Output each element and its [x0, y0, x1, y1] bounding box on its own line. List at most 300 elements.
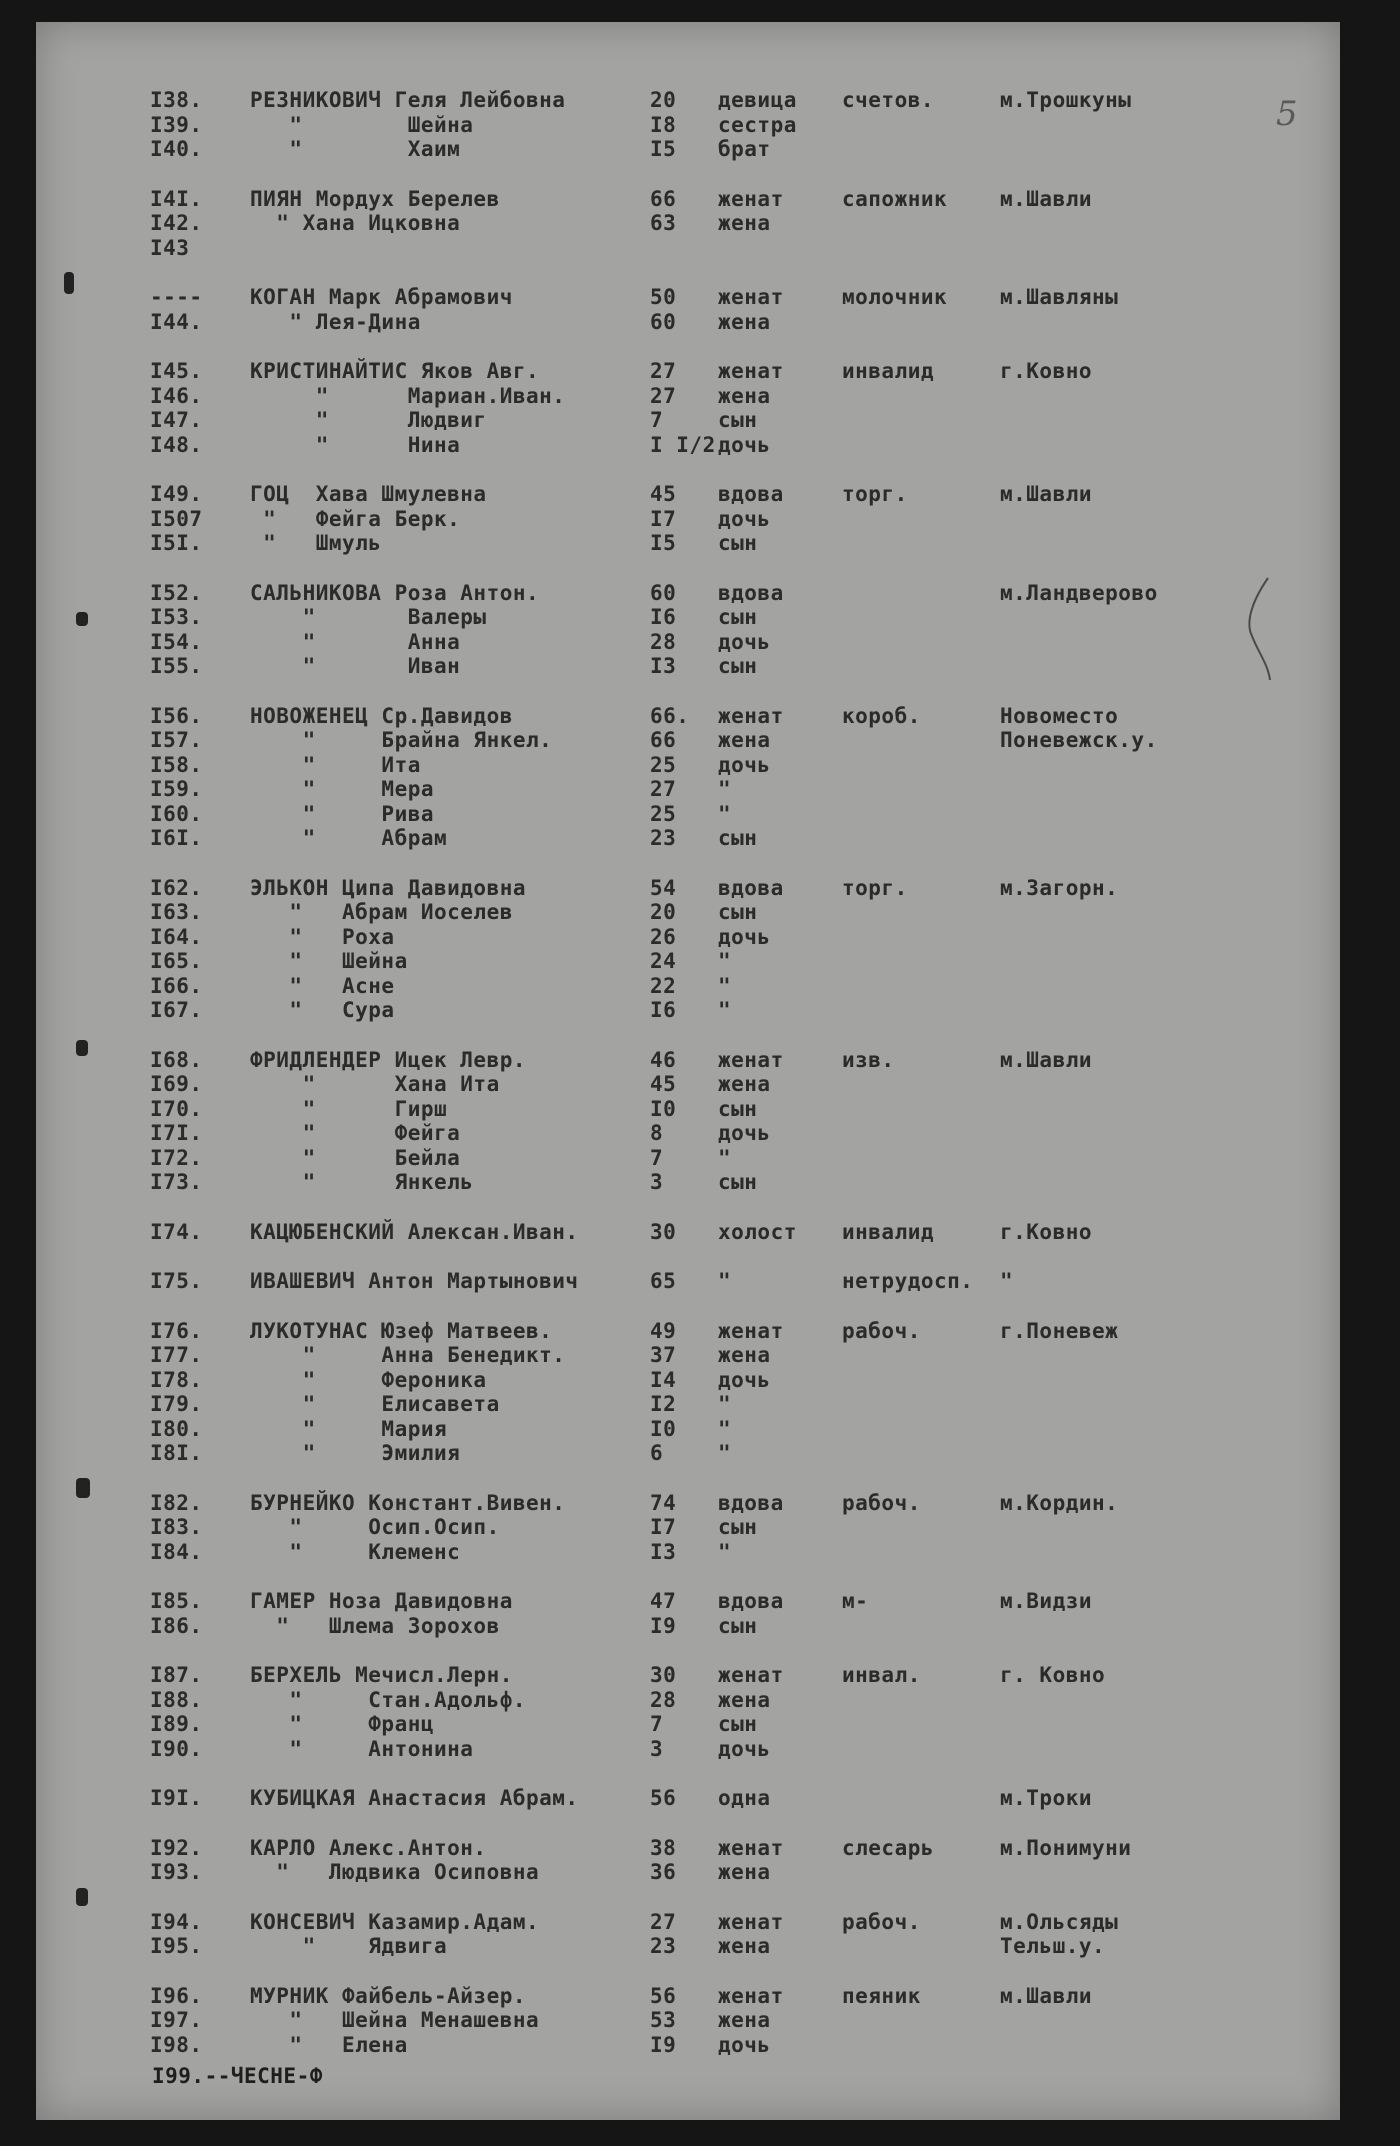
cell-name: " Франц [250, 1712, 435, 1736]
cell-number: I507 [150, 506, 203, 531]
family-group [150, 1984, 1220, 2058]
cell-relation: " [718, 777, 732, 801]
cell-age: 47 [650, 1589, 677, 1613]
cell-number: I69. [150, 1072, 203, 1096]
cell-occupation: сапожник [842, 186, 948, 211]
cell-name: " Шейна Менашевна [250, 2008, 540, 2032]
punch-hole-mark [76, 1040, 88, 1056]
cell-relation: " [718, 1269, 732, 1293]
cell-number: I62. [150, 875, 203, 900]
cell-relation: жена [718, 1687, 771, 1712]
cell-relation: сын [718, 654, 758, 678]
cell-age: 65 [650, 1269, 677, 1293]
cell-age: 56 [650, 1786, 677, 1810]
table-row [150, 113, 1220, 138]
table-row [150, 1737, 1220, 1762]
table-row [150, 285, 1220, 310]
cell-age: I7 [650, 1515, 677, 1539]
table-row [150, 728, 1220, 753]
cell-age: 8 [650, 1121, 664, 1145]
cell-number: I76. [150, 1318, 203, 1343]
cell-age: I2 [650, 1392, 677, 1416]
family-group [150, 1491, 1220, 1565]
cell-number: I89. [150, 1712, 203, 1736]
cell-age: 25 [650, 752, 677, 777]
cell-number: I59. [150, 777, 203, 801]
table-row [150, 900, 1220, 925]
table-row [150, 359, 1220, 384]
cell-number: I86. [150, 1613, 203, 1638]
cell-age: 27 [650, 1909, 677, 1934]
table-row [150, 1368, 1220, 1393]
cell-number: I96. [150, 1983, 203, 2008]
cell-number: I48. [150, 432, 203, 457]
cell-number: I46. [150, 383, 203, 408]
cell-relation: дочь [718, 432, 771, 457]
cell-number: I77. [150, 1343, 203, 1367]
cell-age: 54 [650, 875, 677, 900]
table-row [150, 925, 1220, 950]
cell-place: м.Ольсяды [1000, 1909, 1119, 1934]
family-group [150, 1048, 1220, 1195]
cell-place: г.Поневеж [1000, 1318, 1119, 1343]
cell-relation: " [718, 998, 732, 1022]
table-row [150, 826, 1220, 851]
cell-relation: холост [718, 1219, 797, 1244]
table-row [150, 408, 1220, 433]
cell-relation: дочь [718, 1736, 771, 1761]
cell-number: I54. [150, 629, 203, 654]
cell-name: " Хаим [250, 137, 461, 161]
cell-number: I88. [150, 1687, 203, 1712]
cell-name: " Фейга Берк. [250, 506, 461, 531]
cell-relation: дочь [718, 506, 771, 531]
cell-age: I5 [650, 531, 677, 555]
cell-relation: " [718, 949, 732, 973]
cell-name: " Мариан.Иван. [250, 383, 566, 408]
cell-age: I5 [650, 137, 677, 161]
cell-name: " Хана Ита [250, 1072, 500, 1096]
table-row [150, 949, 1220, 974]
cell-name: " Абрам [250, 826, 448, 850]
table-row [150, 1072, 1220, 1097]
cell-place: м.Кордин. [1000, 1490, 1119, 1515]
cell-place: м.Видзи [1000, 1589, 1093, 1613]
cell-age: 66. [650, 703, 690, 728]
cell-number: I73. [150, 1170, 203, 1194]
cell-place: г. Ковно [1000, 1663, 1106, 1687]
table-row [150, 187, 1220, 212]
footer-line: I99.--ЧЕСНЕ-Ф [152, 2064, 323, 2088]
cell-occupation: изв. [842, 1047, 895, 1072]
punch-hole-mark [76, 1478, 90, 1498]
table-row [150, 998, 1220, 1023]
cell-age: 30 [650, 1219, 677, 1244]
cell-age: 24 [650, 949, 677, 973]
cell-relation: " [718, 1145, 732, 1170]
cell-relation: женат [718, 1318, 784, 1343]
cell-name: " Шлема Зорохов [250, 1613, 500, 1638]
cell-name: " Людвиг [250, 408, 487, 432]
cell-name: " Анна [250, 629, 461, 654]
cell-name: " Роха [250, 924, 395, 949]
cell-number: I66. [150, 973, 203, 998]
cell-place: Новоместо [1000, 703, 1119, 728]
cell-relation: жена [718, 1860, 771, 1884]
cell-occupation: рабоч. [842, 1490, 921, 1515]
cell-number: I49. [150, 482, 203, 506]
table-row [150, 1540, 1220, 1565]
cell-number: I57. [150, 728, 203, 752]
cell-number: I42. [150, 211, 203, 235]
cell-place: м.Понимуни [1000, 1835, 1132, 1860]
cell-relation: жена [718, 1934, 771, 1958]
cell-relation: дочь [718, 924, 771, 949]
table-row [150, 1934, 1220, 1959]
cell-number: ---- [150, 285, 203, 309]
cell-age: I6 [650, 998, 677, 1022]
cell-age: 38 [650, 1835, 677, 1860]
table-row [150, 1121, 1220, 1146]
cell-number: I44. [150, 309, 203, 334]
cell-occupation: инвалид [842, 1219, 935, 1244]
table-row [150, 1663, 1220, 1688]
cell-relation: женат [718, 1909, 784, 1934]
family-group [150, 1836, 1220, 1885]
cell-age: 50 [650, 285, 677, 309]
family-group [150, 704, 1220, 851]
cell-name: " Валеры [250, 605, 487, 629]
table-row [150, 802, 1220, 827]
cell-age: 20 [650, 900, 677, 924]
cell-number: I52. [150, 580, 203, 605]
cell-name: " Абрам Иоселев [250, 900, 513, 924]
cell-place: м.Шавли [1000, 1983, 1093, 2008]
cell-occupation: молочник [842, 285, 948, 309]
table-row [150, 1515, 1220, 1540]
cell-occupation: счетов. [842, 88, 935, 112]
cell-place: Поневежск.у. [1000, 728, 1158, 752]
cell-name: " Иван [250, 654, 461, 678]
cell-age: 25 [650, 801, 677, 826]
cell-relation: сын [718, 1170, 758, 1194]
family-group [150, 1319, 1220, 1466]
cell-age: I I/2 [650, 432, 716, 457]
family-group [150, 1220, 1220, 1245]
cell-place: м.Шавляны [1000, 285, 1119, 309]
cell-relation: дочь [718, 1367, 771, 1392]
cell-number: I60. [150, 801, 203, 826]
table-row [150, 236, 1220, 261]
cell-number: I93. [150, 1860, 203, 1884]
cell-name: " Елисавета [250, 1392, 500, 1416]
cell-number: I94. [150, 1909, 203, 1934]
table-row [150, 704, 1220, 729]
cell-relation: сын [718, 605, 758, 629]
cell-place: " [1000, 1269, 1014, 1293]
cell-place: г.Ковно [1000, 1219, 1093, 1244]
table-row [150, 630, 1220, 655]
cell-relation: жена [718, 211, 771, 235]
cell-age: 45 [650, 482, 677, 506]
cell-relation: вдова [718, 1490, 784, 1515]
cell-name: БУРНЕЙКО Констант.Вивен. [250, 1490, 566, 1515]
cell-relation: брат [718, 137, 771, 161]
cell-name: " Ядвига [250, 1934, 448, 1958]
table-row [150, 433, 1220, 458]
cell-name: " Мера [250, 777, 435, 801]
cell-number: I45. [150, 359, 203, 383]
cell-age: 37 [650, 1343, 677, 1367]
table-row [150, 384, 1220, 409]
table-row [150, 1417, 1220, 1442]
cell-age: I6 [650, 605, 677, 629]
cell-name: ЭЛЬКОН Ципа Давидовна [250, 875, 527, 900]
cell-number: I40. [150, 137, 203, 161]
cell-number: I75. [150, 1269, 203, 1293]
cell-relation: вдова [718, 1589, 784, 1613]
cell-name: КОГАН Марк Абрамович [250, 285, 513, 309]
cell-number: I7I. [150, 1121, 203, 1145]
cell-age: I8 [650, 112, 677, 137]
cell-name: " Анна Бенедикт. [250, 1343, 566, 1367]
table-row [150, 581, 1220, 606]
cell-name: " Сура [250, 998, 395, 1022]
cell-occupation: торг. [842, 875, 908, 900]
table-row [150, 1048, 1220, 1073]
cell-age: 27 [650, 383, 677, 408]
cell-number: I85. [150, 1589, 203, 1613]
cell-relation: " [718, 1416, 732, 1441]
cell-number: I55. [150, 654, 203, 678]
cell-relation: сын [718, 1613, 758, 1638]
cell-name: САЛЬНИКОВА Роза Антон. [250, 580, 540, 605]
cell-name: " Елена [250, 2032, 408, 2057]
cell-occupation: торг. [842, 482, 908, 506]
cell-age: 23 [650, 1934, 677, 1958]
cell-relation: одна [718, 1786, 771, 1810]
cell-number: I68. [150, 1047, 203, 1072]
cell-relation: жена [718, 383, 771, 408]
cell-name: ФРИДЛЕНДЕР Ицек Левр. [250, 1047, 527, 1072]
table-row [150, 1319, 1220, 1344]
cell-age: 63 [650, 211, 677, 235]
cell-number: I43 [150, 235, 190, 260]
cell-age: 23 [650, 826, 677, 850]
cell-relation: жена [718, 728, 771, 752]
table-row [150, 1146, 1220, 1171]
cell-relation: " [718, 801, 732, 826]
cell-occupation: короб. [842, 703, 921, 728]
cell-occupation: м- [842, 1589, 869, 1613]
punch-hole-mark [76, 1888, 88, 1906]
cell-name: " Янкель [250, 1170, 474, 1194]
cell-number: I83. [150, 1515, 203, 1539]
table-row [150, 531, 1220, 556]
cell-occupation: пеяник [842, 1983, 921, 2008]
cell-occupation: нетрудосп. [842, 1269, 974, 1293]
cell-name: " Хана Ицковна [250, 211, 461, 235]
cell-name: " Людвика Осиповна [250, 1860, 540, 1884]
person-list [150, 88, 1220, 2082]
cell-age: 27 [650, 777, 677, 801]
cell-number: I64. [150, 924, 203, 949]
cell-age: I9 [650, 2032, 677, 2057]
cell-age: 74 [650, 1490, 677, 1515]
family-group [150, 1786, 1220, 1811]
cell-occupation: инвалид [842, 359, 935, 383]
table-row [150, 777, 1220, 802]
cell-relation: женат [718, 285, 784, 309]
cell-age: I0 [650, 1096, 677, 1121]
cell-number: I70. [150, 1096, 203, 1121]
cell-name: " Фейга [250, 1121, 461, 1145]
cell-number: I87. [150, 1663, 203, 1687]
cell-relation: сын [718, 1515, 758, 1539]
cell-name: " Осип.Осип. [250, 1515, 500, 1539]
cell-name: " Лея-Дина [250, 309, 421, 334]
cell-relation: жена [718, 2008, 771, 2032]
cell-age: 46 [650, 1047, 677, 1072]
cell-name: " Нина [250, 432, 461, 457]
family-group [150, 285, 1220, 334]
cell-relation: жена [718, 1343, 771, 1367]
table-row [150, 1097, 1220, 1122]
cell-number: I9I. [150, 1786, 203, 1810]
cell-relation: жена [718, 309, 771, 334]
table-row [150, 1343, 1220, 1368]
cell-name: " Эмилия [250, 1441, 461, 1465]
cell-name: КУБИЦКАЯ Анастасия Абрам. [250, 1786, 579, 1810]
table-row [150, 654, 1220, 679]
table-row [150, 1910, 1220, 1935]
cell-age: 27 [650, 359, 677, 383]
table-row [150, 753, 1220, 778]
cell-number: I56. [150, 703, 203, 728]
cell-relation: женат [718, 186, 784, 211]
family-group [150, 1910, 1220, 1959]
cell-age: 56 [650, 1983, 677, 2008]
cell-age: 60 [650, 309, 677, 334]
cell-number: I98. [150, 2032, 203, 2057]
cell-relation: женат [718, 359, 784, 383]
cell-relation: сын [718, 1096, 758, 1121]
cell-age: 45 [650, 1072, 677, 1096]
table-row [150, 974, 1220, 999]
table-row [150, 1688, 1220, 1713]
cell-number: I39. [150, 112, 203, 137]
cell-place: м.Трошкуны [1000, 88, 1132, 112]
table-row [150, 1170, 1220, 1195]
table-row [150, 1220, 1220, 1245]
table-row [150, 1836, 1220, 1861]
cell-place: м.Шавли [1000, 482, 1093, 506]
cell-age: 30 [650, 1663, 677, 1687]
cell-number: I79. [150, 1392, 203, 1416]
cell-name: " Шейна [250, 112, 474, 137]
cell-relation: девица [718, 88, 797, 112]
family-group [150, 359, 1220, 457]
cell-number: I72. [150, 1145, 203, 1170]
cell-relation: дочь [718, 752, 771, 777]
cell-age: I3 [650, 1539, 677, 1564]
table-row [150, 1614, 1220, 1639]
table-row [150, 605, 1220, 630]
cell-relation: сын [718, 1712, 758, 1736]
cell-number: I97. [150, 2008, 203, 2032]
table-row [150, 1392, 1220, 1417]
table-row [150, 1860, 1220, 1885]
cell-number: I58. [150, 752, 203, 777]
cell-age: 7 [650, 1712, 664, 1736]
cell-place: м.Загорн. [1000, 875, 1119, 900]
cell-relation: " [718, 1441, 732, 1465]
table-row [150, 507, 1220, 532]
cell-name: " Гирш [250, 1096, 448, 1121]
cell-relation: вдова [718, 580, 784, 605]
cell-name: ИВАШЕВИЧ Антон Мартынович [250, 1269, 579, 1293]
cell-number: I80. [150, 1416, 203, 1441]
margin-bracket-mark [1240, 574, 1280, 684]
cell-relation: женат [718, 1663, 784, 1687]
cell-relation: женат [718, 1983, 784, 2008]
cell-name: " Мария [250, 1416, 448, 1441]
cell-number: I8I. [150, 1441, 203, 1465]
cell-age: I0 [650, 1416, 677, 1441]
cell-relation: " [718, 1539, 732, 1564]
table-row [150, 88, 1220, 113]
cell-name: НОВОЖЕНЕЦ Ср.Давидов [250, 703, 513, 728]
cell-name: " Асне [250, 973, 395, 998]
cell-number: I4I. [150, 186, 203, 211]
cell-number: I53. [150, 605, 203, 629]
table-row [150, 482, 1220, 507]
table-row [150, 137, 1220, 162]
table-row [150, 2033, 1220, 2058]
cell-occupation: рабоч. [842, 1909, 921, 1934]
cell-place: м.Ландверово [1000, 580, 1158, 605]
cell-number: I90. [150, 1736, 203, 1761]
table-row [150, 876, 1220, 901]
cell-age: 28 [650, 629, 677, 654]
cell-relation: сын [718, 900, 758, 924]
cell-occupation: инвал. [842, 1663, 921, 1687]
cell-name: " Стан.Адольф. [250, 1687, 527, 1712]
cell-age: 28 [650, 1687, 677, 1712]
punch-hole-mark [76, 612, 88, 626]
table-row [150, 1589, 1220, 1614]
family-group [150, 1589, 1220, 1638]
cell-occupation: рабоч. [842, 1318, 921, 1343]
cell-number: I6I. [150, 826, 203, 850]
family-group [150, 1269, 1220, 1294]
cell-name: " Шмуль [250, 531, 382, 555]
cell-age: I9 [650, 1613, 677, 1638]
table-row [150, 1269, 1220, 1294]
cell-number: I67. [150, 998, 203, 1022]
table-row [150, 211, 1220, 236]
cell-relation: женат [718, 1047, 784, 1072]
cell-relation: дочь [718, 629, 771, 654]
cell-name: КРИСТИНАЙТИС Яков Авг. [250, 359, 540, 383]
table-row [150, 1712, 1220, 1737]
cell-number: I38. [150, 88, 203, 112]
cell-name: ГАМЕР Ноза Давидовна [250, 1589, 513, 1613]
cell-age: 36 [650, 1860, 677, 1884]
cell-name: " Шейна [250, 949, 408, 973]
cell-name: МУРНИК Файбель-Айзер. [250, 1983, 527, 2008]
cell-place: м.Шавли [1000, 186, 1093, 211]
